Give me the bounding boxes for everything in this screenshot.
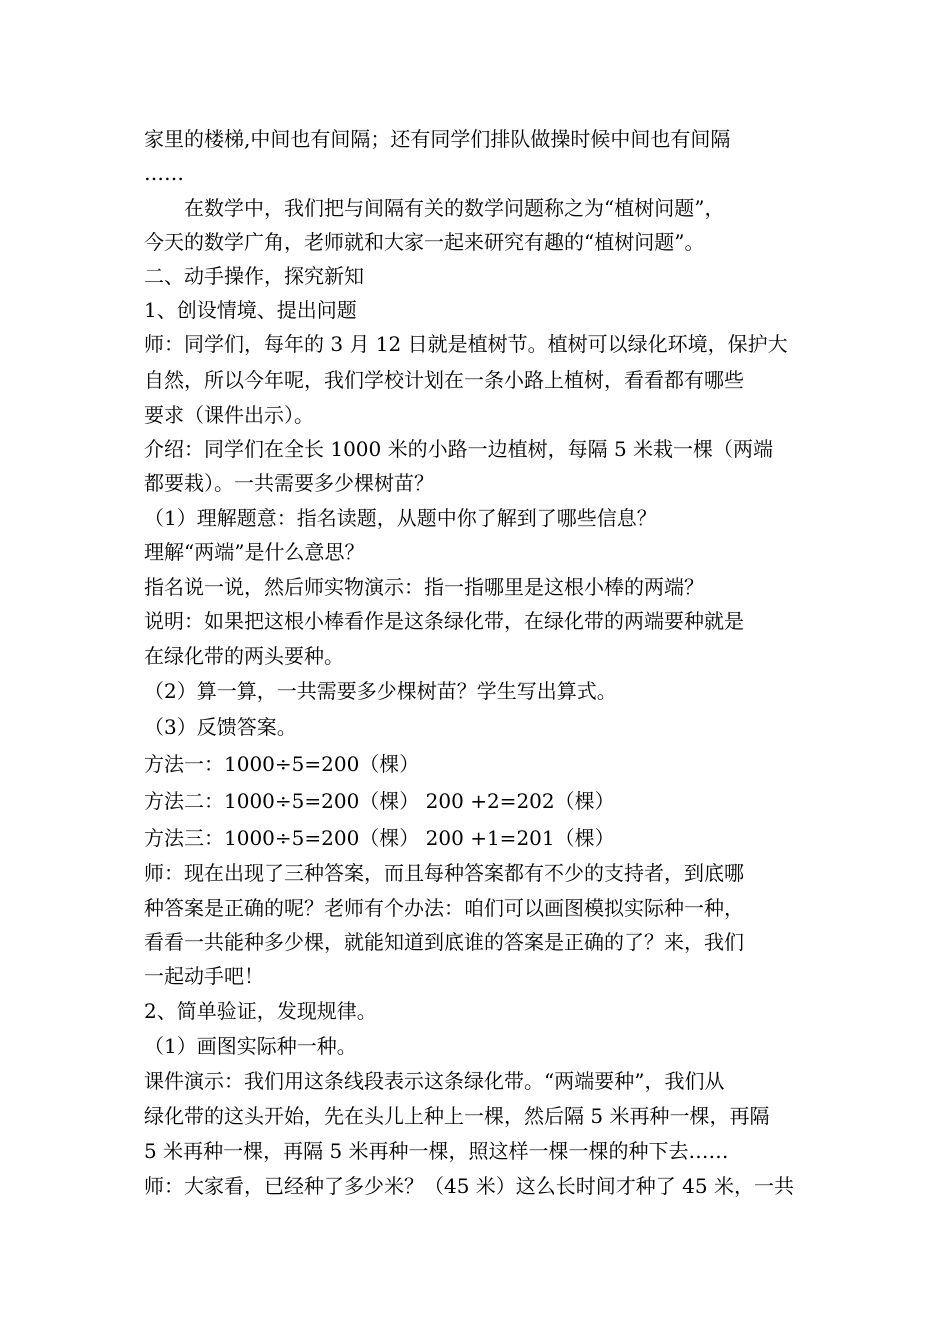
text-line: 师：同学们，每年的 3 月 12 日就是植树节。植树可以绿化环境，保护大 [144, 332, 788, 356]
text-line: 要求（课件出示）。 [144, 403, 314, 427]
text-line: 方法二：1000÷5=200（棵） 200 +2=202（棵） [144, 789, 615, 813]
text-line: 指名说一说，然后师实物演示：指一指哪里是这根小棒的两端？ [144, 575, 704, 599]
text-line: 课件演示：我们用这条线段表示这条绿化带。“两端要种”，我们从 [144, 1069, 725, 1093]
text-line: 自然，所以今年呢，我们学校计划在一条小路上植树，看看都有哪些 [144, 368, 744, 392]
text-line: （1）画图实际种一种。 [144, 1034, 357, 1058]
subsection-heading: 1、创设情境、提出问题 [144, 298, 357, 322]
text-line: （1）理解题意：指名读题，从题中你了解到了哪些信息？ [144, 506, 657, 530]
text-line: 方法三：1000÷5=200（棵） 200 +1=201（棵） [144, 826, 615, 850]
text-line: 家里的楼梯,中间也有间隔；还有同学们排队做操时候中间也有间隔 [144, 127, 731, 151]
text-line: 在数学中，我们把与间隔有关的数学问题称之为“植树问题”， [144, 196, 725, 220]
text-line: 理解“两端”是什么意思？ [144, 540, 365, 564]
text-line: 说明：如果把这根小棒看作是这条绿化带，在绿化带的两端要种就是 [144, 609, 744, 633]
text-line: 介绍：同学们在全长 1000 米的小路一边植树，每隔 5 米栽一棵（两端 [144, 437, 774, 461]
text-line: 师：大家看，已经种了多少米？（45 米）这么长时间才种了 45 米，一共 [144, 1174, 794, 1198]
text-line: 绿化带的这头开始，先在头儿上种上一棵，然后隔 5 米再种一棵，再隔 [144, 1104, 770, 1128]
text-line: （3）反馈答案。 [144, 715, 297, 739]
text-line: 在绿化带的两头要种。 [144, 644, 344, 668]
text-line: 5 米再种一棵，再隔 5 米再种一棵，照这样一棵一棵的种下去…… [144, 1139, 729, 1163]
text-line: 方法一：1000÷5=200（棵） [144, 752, 420, 776]
text-line: 一起动手吧！ [144, 964, 264, 988]
text-line: 种答案是正确的呢？老师有个办法：咱们可以画图模拟实际种一种， [144, 896, 744, 920]
section-heading: 二、动手操作，探究新知 [144, 264, 364, 288]
text-line: 师：现在出现了三种答案，而且每种答案都有不少的支持者，到底哪 [144, 861, 744, 885]
subsection-heading: 2、简单验证，发现规律。 [144, 999, 377, 1023]
text-line: …… [144, 161, 184, 185]
text-line: 都要栽）。一共需要多少棵树苗？ [144, 471, 434, 495]
text-line: （2）算一算，一共需要多少棵树苗？学生写出算式。 [144, 679, 617, 703]
text-line: 看看一共能种多少棵，就能知道到底谁的答案是正确的了？来，我们 [144, 930, 744, 954]
text-line: 今天的数学广角，老师就和大家一起来研究有趣的“植树问题”。 [144, 230, 705, 254]
